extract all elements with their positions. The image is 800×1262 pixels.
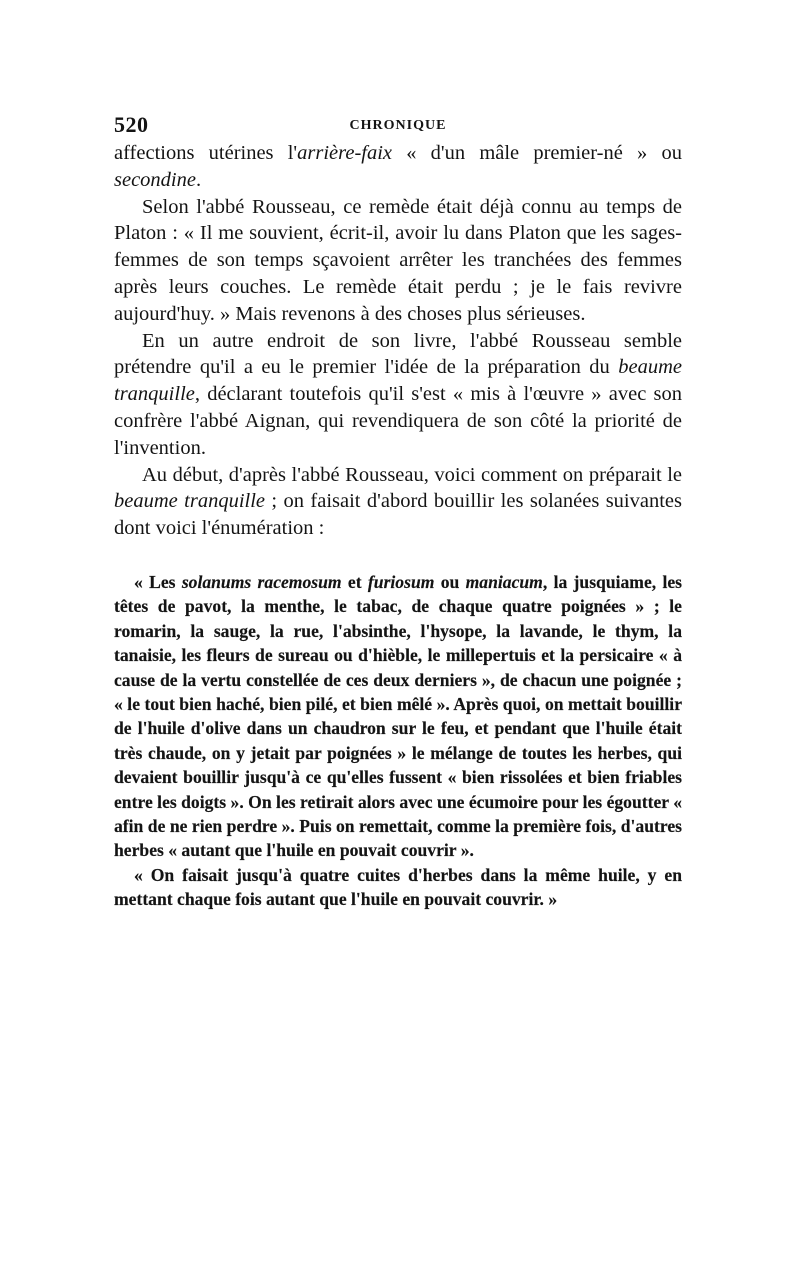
paragraph-3 — [114, 328, 682, 462]
paragraph-4-text-c: ; on faisait d'abord bouillir les solanées suivantes dont voici l'énumération : — [114, 490, 682, 540]
paragraph-1-text-a: affections utérines l' — [114, 142, 298, 164]
quotation-paragraph-1 — [114, 570, 682, 863]
page-number: 520 — [114, 112, 149, 137]
paragraph-3-text-a: En un autre endroit de son livre, l'abbé Rousseau semble prétendre qu'il a eu le premier l'idée de la préparation du — [114, 329, 682, 379]
quote-1-text-e: ou — [434, 571, 466, 592]
paragraph-4-italic-b: beaume tranquille — [114, 490, 266, 513]
paragraph-4-text-a: Au début, d'après l'abbé Rousseau, voici comment on préparait le — [142, 463, 682, 486]
paragraph-1 — [114, 140, 682, 194]
quote-1-text-c: et — [341, 571, 368, 592]
quotation-paragraph-2: « On faisait jusqu'à quatre cuites d'herbes dans la même huile, y en mettant chaque fois autant que l'huile en pouvait couvrir. » — [114, 864, 682, 910]
quotation-block — [114, 570, 682, 912]
quote-1-italic-d: furiosum — [367, 571, 435, 592]
paragraph-1-italic-d: secondine — [114, 168, 196, 191]
running-head — [114, 112, 682, 140]
book-page — [114, 112, 682, 912]
quote-1-text-g: , la jusquiame, les têtes de pavot, la menthe, le tabac, de chaque quatre poignées » ; le romarin, la sauge, la rue, l'absinthe, l'hysope, la lavande, le thym, la tanaisie, les fleurs de sureau ou d'hièble, le millepertuis et la persicaire « à cause de la vertu constellée de ces deux derniers », de chacun une poignée ; « le tout bien haché, bien pilé, et bien mêlé ». Après quoi, on mettait bouillir de l'huile d'olive dans un chaudron sur le feu, et pendant que l'huile était très chaude, on y jetait par poignées » le mélange de toutes les herbes, qui devaient bouillir jusqu'à ce qu'elles fussent « bien rissolées et bien friables entre les doigts ». On les retirait alors avec une écumoire pour les égoutter « afin de ne rien perdre ». Puis on remettait, comme la première fois, d'autres herbes « autant que l'huile en pouvait couvrir ». — [114, 571, 683, 861]
paragraph-4 — [114, 462, 682, 542]
section-title: CHRONIQUE — [349, 118, 447, 133]
quote-1-text-a: « Les — [134, 571, 182, 592]
quote-1-italic-b: solanums racemosum — [181, 571, 342, 592]
paragraph-1-text-c: « d'un mâle premier-né » ou — [392, 142, 683, 164]
paragraph-2: Selon l'abbé Rousseau, ce remède était déjà connu au temps de Platon : « Il me souvient, écrit-il, avoir lu dans Platon que les sages-femmes de son temps sçavoient arrêter les tranchées des femmes après leurs couches. Le remède était perdu ; je le fais revivre aujourd'huy. » Mais revenons à des choses plus sérieuses. — [114, 195, 682, 325]
paragraph-1-text-e: . — [195, 168, 202, 191]
paragraph-3-italic-b: beaume tranquille — [114, 356, 682, 406]
quote-1-italic-f: maniacum — [465, 571, 543, 592]
paragraph-3-text-c: , déclarant toutefois qu'il s'est « mis à l'œuvre » avec son confrère l'abbé Aignan, qui revendiquera de son côté la priorité de l'invention. — [114, 383, 682, 459]
paragraph-1-italic-b: arrière-faix — [297, 142, 393, 164]
